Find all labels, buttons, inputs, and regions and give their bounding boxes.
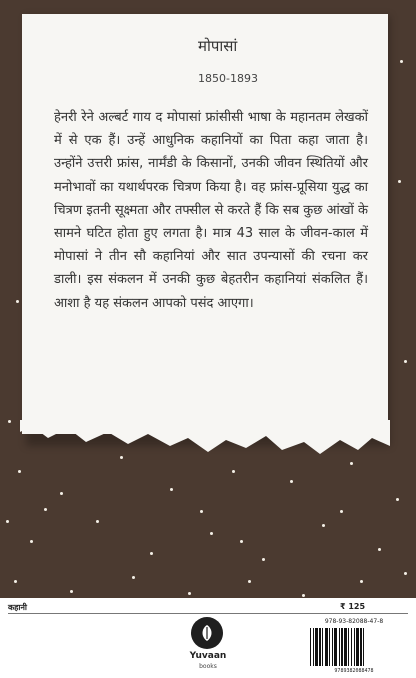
footer-divider: [8, 613, 408, 614]
barcode-bar: [329, 628, 330, 666]
star-dot: [44, 508, 47, 511]
star-dot: [396, 498, 399, 501]
barcode-bar: [310, 628, 311, 666]
star-dot: [378, 548, 381, 551]
star-dot: [350, 462, 353, 465]
star-dot: [132, 576, 135, 579]
publisher-imprint: books: [199, 663, 217, 670]
barcode-bar: [356, 628, 359, 666]
barcode-bar: [341, 628, 343, 666]
barcode-bar: [322, 628, 323, 666]
star-dot: [188, 592, 191, 595]
star-dot: [18, 470, 21, 473]
barcode-bar: [332, 628, 333, 666]
star-dot: [30, 540, 33, 543]
barcode-graphic: [308, 628, 400, 666]
barcode-bar: [348, 628, 349, 666]
barcode-bar: [354, 628, 355, 666]
genre-label: कहानी: [8, 603, 27, 612]
barcode-bar: [319, 628, 321, 666]
star-dot: [398, 180, 401, 183]
barcode-bar: [344, 628, 347, 666]
isbn-text: 978-93-82088-47-8: [324, 618, 384, 625]
star-dot: [16, 300, 19, 303]
star-dot: [340, 510, 343, 513]
leaf-icon: [191, 617, 223, 649]
star-dot: [232, 470, 235, 473]
publisher-logo: [191, 617, 223, 649]
price-label: ₹ 125: [340, 602, 366, 611]
blurb-text: हेनरी रेने अल्बर्ट गाय द मोपासां फ्रांसीसी भाषा के महानतम लेखकों में से एक हैं। उन्हें आधुनिक कहानियों का पिता कहा जाता है। उन्होंने उत्तरी फ्रांस, नार्मंडी के किसानों, उनकी जीवन स्थितियों और मनोभावों का यथार्थपरक चित्रण किया है। वह फ्रांस-प्रूसिया युद्ध का चित्रण इतनी सूक्ष्मता और तफ्सील से करते हैं कि सब कुछ आंखों के सामने घटित होता हुए लगता है। मात्र 43 साल के जीवन-काल में मोपासां ने तीन सौ कहानियां और सात उपन्यासों की रचना कर डाली। इस संकलन में उनकी कुछ बेहतरीन कहानियां संकलित हैं। आशा है यह संकलन आपको पसंद आएगा।: [54, 110, 368, 311]
star-dot: [60, 492, 63, 495]
star-dot: [8, 420, 11, 423]
star-dot: [240, 540, 243, 543]
author-years: 1850-1893: [198, 72, 258, 85]
barcode-bar: [351, 628, 352, 666]
barcode-bar: [334, 628, 337, 666]
barcode-bar: [315, 628, 318, 666]
author-name: मोपासां: [198, 37, 238, 55]
star-dot: [70, 590, 73, 593]
star-dot: [248, 580, 251, 583]
star-dot: [404, 572, 407, 575]
star-dot: [360, 580, 363, 583]
barcode-bar: [313, 628, 314, 666]
barcode-number: 9789382088478: [334, 668, 374, 674]
barcode-bar: [363, 628, 364, 666]
barcode-bar: [360, 628, 362, 666]
star-dot: [400, 60, 403, 63]
star-dot: [14, 580, 17, 583]
star-dot: [6, 520, 9, 523]
isbn-block: [300, 618, 408, 676]
star-dot: [210, 532, 213, 535]
publisher-name: Yuvaan: [189, 651, 227, 661]
barcode-bar: [339, 628, 340, 666]
star-dot: [290, 480, 293, 483]
star-dot: [404, 360, 407, 363]
star-dot: [96, 520, 99, 523]
star-dot: [150, 552, 153, 555]
star-dot: [170, 488, 173, 491]
star-dot: [302, 594, 305, 597]
star-dot: [262, 558, 265, 561]
torn-edge: [20, 420, 390, 460]
star-dot: [200, 510, 203, 513]
barcode-bar: [325, 628, 328, 666]
star-dot: [322, 524, 325, 527]
